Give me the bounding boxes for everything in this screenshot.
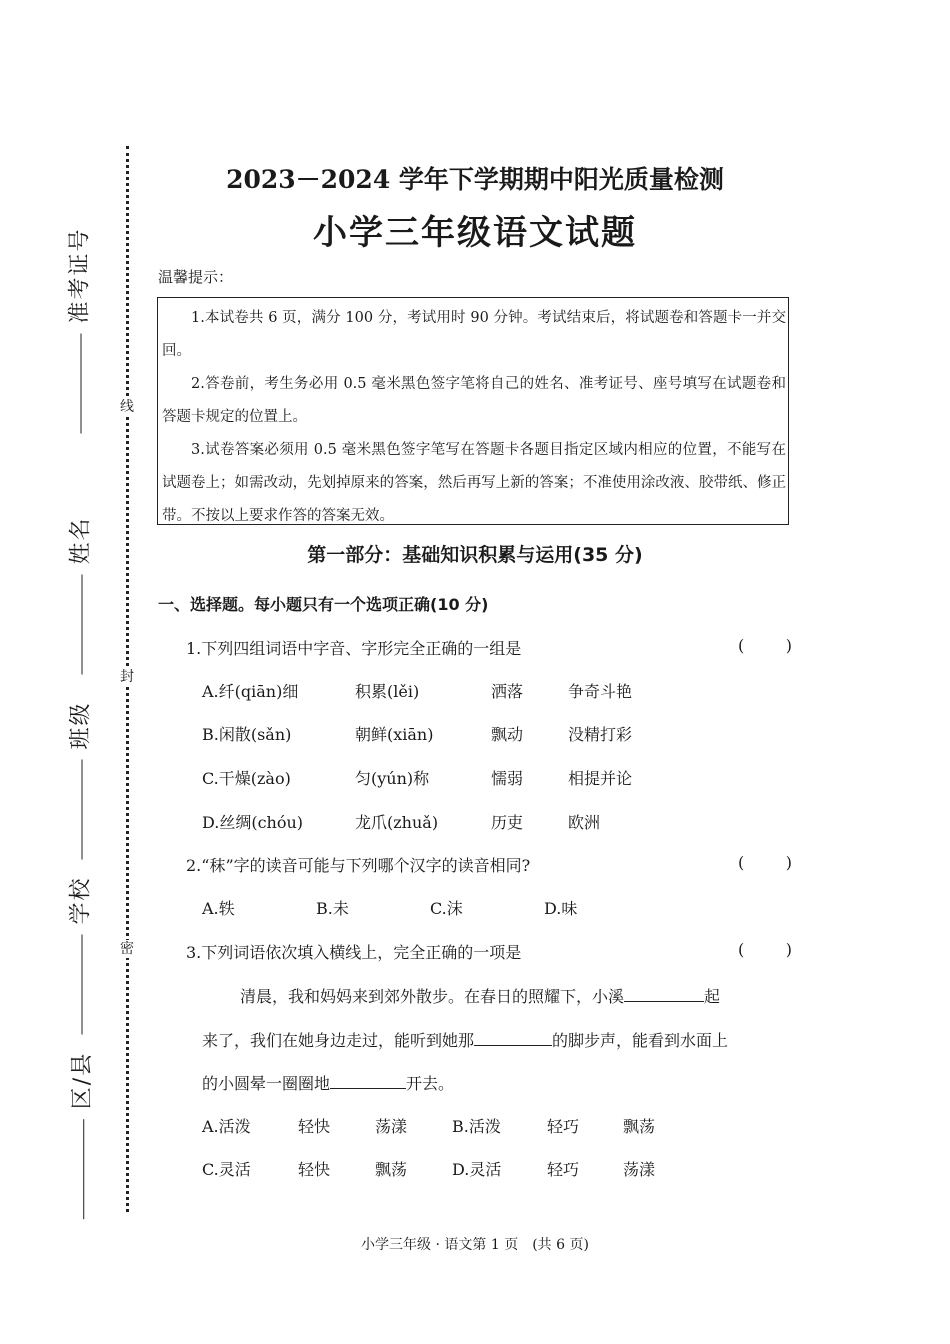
fill-blank-1[interactable] [624,1000,704,1002]
paper-title: 小学三年级语文试题 [313,213,637,253]
option-word: 历吏 [491,813,524,832]
option-word: 欧洲 [568,813,601,832]
q3-option-c[interactable]: C.灵活 [202,1160,251,1179]
fill-blank-3[interactable] [330,1087,406,1089]
option-word: D.丝绸(chóu) [202,813,304,832]
paren-right: ) [785,853,792,872]
paren-left: ( [738,940,745,959]
option-word: A.纤(qiān)细 [202,682,299,701]
option-word: 朝鲜(xiān) [355,725,434,744]
option-word: 轻快 [298,1117,331,1136]
passage-line-1 [240,984,720,1007]
name-label: 姓名 [68,516,94,565]
paren-left: ( [738,636,745,655]
exam-number-line [80,334,81,434]
question-2-stem: 2.“秣”字的读音可能与下列哪个汉字的读音相同? [186,856,531,875]
paren-right: ) [785,636,792,655]
passage-text: 开去。 [406,1074,455,1093]
notice-item: 1.本试卷共 6 页，满分 100 分，考试用时 90 分钟。考试结束后，将试题卷和答题卡一并交回。 [162,310,786,359]
option-word: B.闲散(sǎn) [202,725,292,744]
option-word: 飘动 [491,725,524,744]
option-word: 争奇斗艳 [568,682,633,701]
binding-mark-mi: 密 [120,941,134,957]
option-word: 荡漾 [623,1160,656,1179]
option-word: 洒落 [491,682,524,701]
class-label: 班级 [68,701,94,750]
q2-option-b[interactable]: B.未 [316,899,349,918]
option-word: 荡漾 [375,1117,408,1136]
school-field[interactable] [64,876,95,1034]
exam-number-field[interactable] [63,227,94,433]
binding-mark-xian: 线 [120,399,134,415]
notice-item: 3.试卷答案必须用 0.5 毫米黑色签字笔写在答题卡各题目指定区域内相应的位置，不能写在试题卷上；如需改动，先划掉原来的答案，然后再写上新的答案；不准使用涂改液、胶带纸、修正带。不按以上要求作答的答案无效。 [162,442,786,524]
passage-text: 起 [704,987,721,1006]
passage-text: 清晨，我和妈妈来到郊外散步。在春日的照耀下，小溪 [240,987,625,1006]
passage-text: 的小圆晕一圈圈地 [202,1074,331,1093]
page-footer: 小学三年级 · 语文第 1 页 (共 6 页) [361,1237,589,1253]
option-word: 轻巧 [547,1160,580,1179]
q2-option-d[interactable]: D.味 [544,899,578,918]
paren-right: ) [785,940,792,959]
option-word: 没精打彩 [568,725,633,744]
option-word: 轻巧 [547,1117,580,1136]
option-word: 龙爪(zhuǎ) [355,813,439,832]
passage-line-3 [202,1071,454,1094]
notice-label: 温馨提示： [158,268,234,286]
option-word: 相提并论 [568,769,633,788]
option-word: 积累(lěi) [355,682,420,701]
exam-number-label: 准考证号 [67,227,93,324]
school-line [81,935,82,1035]
question-1-stem: 1.下列四组词语中字音、字形完全正确的一组是 [186,639,522,658]
passage-text: 来了，我们在她身边走过，能听到她那 [202,1031,475,1050]
question-3-stem: 3.下列词语依次填入横线上，完全正确的一项是 [186,943,522,962]
q3-option-a[interactable]: A.活泼 [202,1117,251,1136]
exam-title: 2023－2024 学年下学期期中阳光质量检测 [226,165,724,194]
notice-box [157,297,789,525]
option-word: 轻快 [298,1160,331,1179]
fill-blank-2[interactable] [474,1044,552,1046]
section-title: 第一部分：基础知识积累与运用(35 分) [307,544,643,566]
answer-parentheses-q2[interactable] [738,853,792,872]
option-word: 飘荡 [375,1160,408,1179]
district-field[interactable] [65,1052,96,1219]
class-field[interactable] [64,701,95,859]
option-word: 懦弱 [491,769,524,788]
option-word: 飘荡 [623,1117,656,1136]
name-line [81,575,82,675]
class-line [81,760,82,860]
school-label: 学校 [68,876,94,925]
q3-option-d[interactable]: D.灵活 [452,1160,502,1179]
q2-option-c[interactable]: C.沫 [430,899,463,918]
district-label: 区/县 [70,1051,96,1110]
q2-option-a[interactable]: A.轶 [202,899,235,918]
option-word: 匀(yún)称 [355,769,430,788]
binding-mark-feng: 封 [120,669,134,685]
passage-text: 的脚步声，能看到水面上 [552,1031,729,1050]
notice-item: 2.答卷前，考生务必用 0.5 毫米黑色签字笔将自己的姓名、准考证号、座号填写在试题卷和答题卡规定的位置上。 [162,376,786,425]
answer-parentheses-q1[interactable] [738,636,792,655]
option-word: C.干燥(zào) [202,769,291,788]
passage-line-2 [202,1028,728,1051]
paren-left: ( [738,853,745,872]
q3-option-b[interactable]: B.活泼 [452,1117,501,1136]
part-title: 一、选择题。每小题只有一个选项正确(10 分) [158,595,489,614]
district-line [83,1119,84,1219]
answer-parentheses-q3[interactable] [738,940,792,959]
